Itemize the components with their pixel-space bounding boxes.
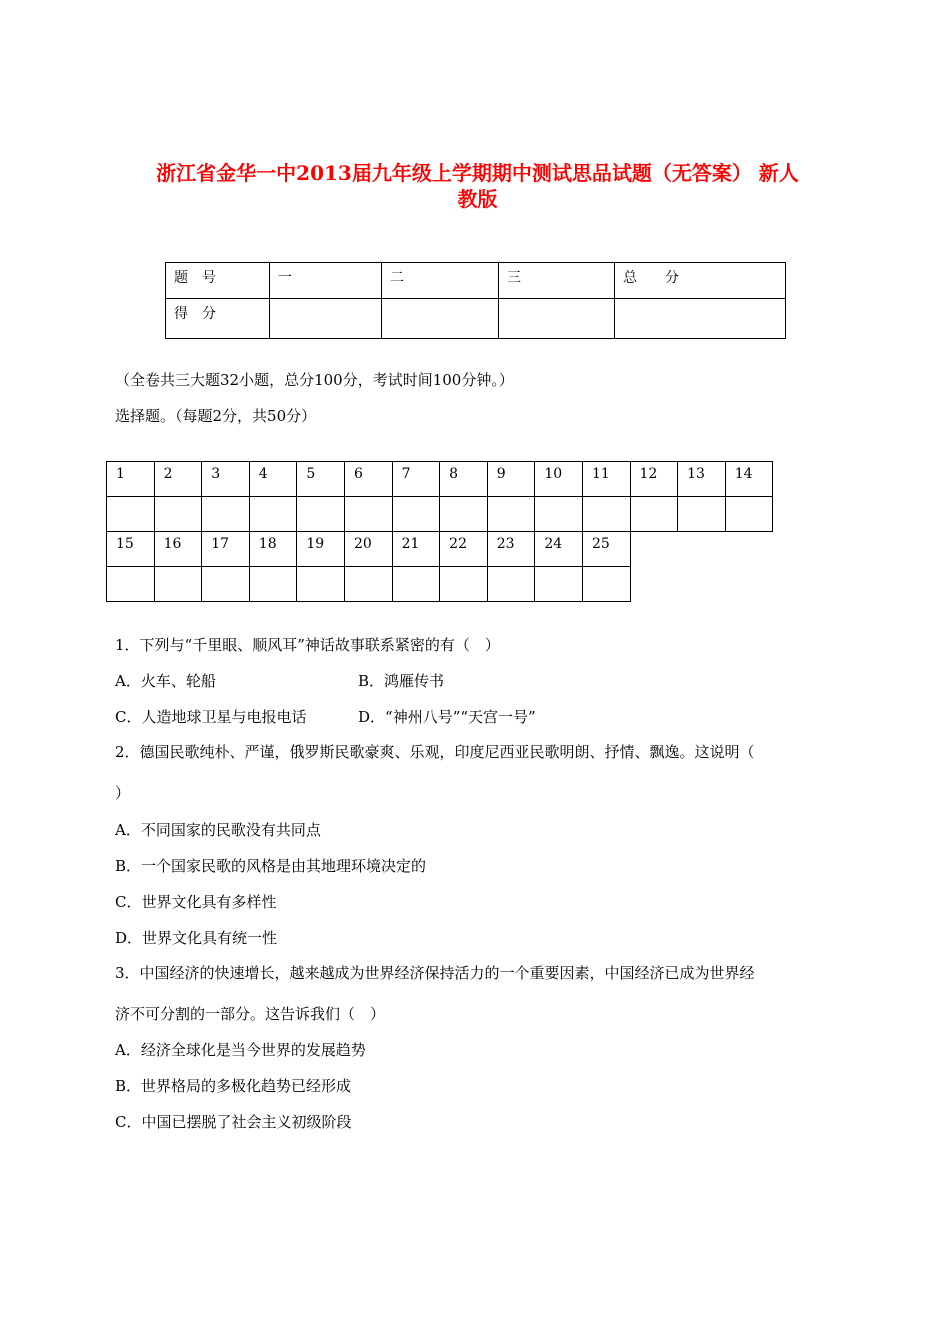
answer-blank-cell (392, 567, 440, 602)
answer-number-cell: 5 (297, 462, 345, 497)
answer-number-cell: 19 (297, 532, 345, 567)
answer-blank-cell (107, 567, 155, 602)
answer-table (106, 461, 773, 602)
option-d: D．“神州八号”“天宫一号” (358, 708, 536, 726)
score-header-cell: 二 (382, 263, 499, 299)
answer-blank-cell (582, 567, 630, 602)
score-cell (615, 299, 786, 339)
answer-blank-cell (344, 567, 392, 602)
question-2-stem: 2．德国民歌纯朴、严谨，俄罗斯民歌豪爽、乐观，印度尼西亚民歌明朗、抒情、飘逸。这说明（ (115, 743, 755, 761)
empty-cell (630, 567, 678, 602)
answer-number-cell: 9 (487, 462, 535, 497)
answer-blank-cell (297, 567, 345, 602)
answer-number-cell: 7 (392, 462, 440, 497)
title-line-1: 浙江省金华一中2013届九年级上学期期中测试思品试题（无答案） 新人 (156, 161, 799, 185)
question-3-option-a: A．经济全球化是当今世界的发展趋势 (115, 1041, 366, 1059)
question-2-option-d: D．世界文化具有统一性 (115, 929, 278, 947)
answer-number-cell: 20 (344, 532, 392, 567)
answer-number-cell: 23 (487, 532, 535, 567)
empty-cell (678, 567, 726, 602)
question-3-stem: 3．中国经济的快速增长，越来越成为世界经济保持活力的一个重要因素，中国经济已成为世界经 (115, 964, 755, 982)
answer-number-cell: 3 (202, 462, 250, 497)
answer-number-cell: 10 (535, 462, 583, 497)
answer-blank-row (107, 497, 773, 532)
answer-blank-cell (202, 567, 250, 602)
option-b: B．鸿雁传书 (358, 672, 445, 690)
answer-number-cell: 24 (535, 532, 583, 567)
answer-number-cell: 15 (107, 532, 155, 567)
section-heading: 选择题。（每题2分，共50分） (115, 407, 317, 425)
answer-blank-cell (582, 497, 630, 532)
answer-number-cell: 4 (249, 462, 297, 497)
question-2-option-b: B．一个国家民歌的风格是由其地理环境决定的 (115, 857, 427, 875)
answer-blank-cell (154, 497, 202, 532)
score-row-label: 得 分 (166, 299, 270, 339)
answer-number-cell: 25 (582, 532, 630, 567)
score-table (165, 262, 786, 339)
answer-number-cell: 12 (630, 462, 678, 497)
question-1-stem: 1．下列与“千里眼、顺风耳”神话故事联系紧密的有（ ） (115, 636, 500, 654)
answer-blank-cell (107, 497, 155, 532)
score-header-cell: 总 分 (615, 263, 786, 299)
answer-number-row (107, 462, 773, 497)
question-3-stem-cont: 济不可分割的一部分。这告诉我们（ ） (115, 1005, 386, 1023)
answer-blank-cell (678, 497, 726, 532)
answer-blank-cell (630, 497, 678, 532)
answer-number-cell: 1 (107, 462, 155, 497)
answer-blank-cell (344, 497, 392, 532)
answer-blank-cell (249, 567, 297, 602)
question-2-option-a: A．不同国家的民歌没有共同点 (115, 821, 321, 839)
score-header-row (166, 263, 786, 299)
answer-blank-cell (392, 497, 440, 532)
answer-blank-cell (535, 567, 583, 602)
score-cell (499, 299, 615, 339)
score-cell (270, 299, 382, 339)
document-title (115, 160, 840, 212)
option-c: C．人造地球卫星与电报电话 (115, 708, 307, 726)
title-line-2: 教版 (457, 187, 498, 211)
answer-number-cell: 8 (440, 462, 488, 497)
answer-number-cell: 11 (582, 462, 630, 497)
option-a: A．火车、轮船 (115, 672, 216, 690)
question-3-option-c: C．中国已摆脱了社会主义初级阶段 (115, 1113, 352, 1131)
answer-number-cell: 16 (154, 532, 202, 567)
score-cell (382, 299, 499, 339)
score-value-row (166, 299, 786, 339)
question-2-stem-cont: ） (115, 784, 131, 802)
score-header-cell: 题 号 (166, 263, 270, 299)
answer-blank-cell (725, 497, 773, 532)
answer-number-cell: 14 (725, 462, 773, 497)
answer-blank-cell (487, 567, 535, 602)
answer-blank-cell (297, 497, 345, 532)
answer-blank-row (107, 567, 773, 602)
score-header-cell: 三 (499, 263, 615, 299)
question-3-option-b: B．世界格局的多极化趋势已经形成 (115, 1077, 352, 1095)
score-header-cell: 一 (270, 263, 382, 299)
answer-number-cell: 2 (154, 462, 202, 497)
answer-blank-cell (202, 497, 250, 532)
answer-number-cell: 21 (392, 532, 440, 567)
answer-number-cell: 13 (678, 462, 726, 497)
answer-blank-cell (440, 497, 488, 532)
answer-blank-cell (440, 567, 488, 602)
answer-blank-cell (535, 497, 583, 532)
empty-cell (725, 532, 773, 567)
empty-cell (725, 567, 773, 602)
question-2-option-c: C．世界文化具有多样性 (115, 893, 277, 911)
empty-cell (678, 532, 726, 567)
empty-cell (630, 532, 678, 567)
exam-intro: （全卷共三大题32小题，总分100分，考试时间100分钟。） (115, 371, 514, 389)
answer-number-cell: 18 (249, 532, 297, 567)
answer-blank-cell (249, 497, 297, 532)
question-1-options-ab (115, 670, 445, 691)
answer-number-cell: 6 (344, 462, 392, 497)
answer-number-cell: 17 (202, 532, 250, 567)
answer-blank-cell (487, 497, 535, 532)
answer-number-row (107, 532, 773, 567)
answer-blank-cell (154, 567, 202, 602)
answer-number-cell: 22 (440, 532, 488, 567)
question-1-options-cd (115, 706, 536, 727)
